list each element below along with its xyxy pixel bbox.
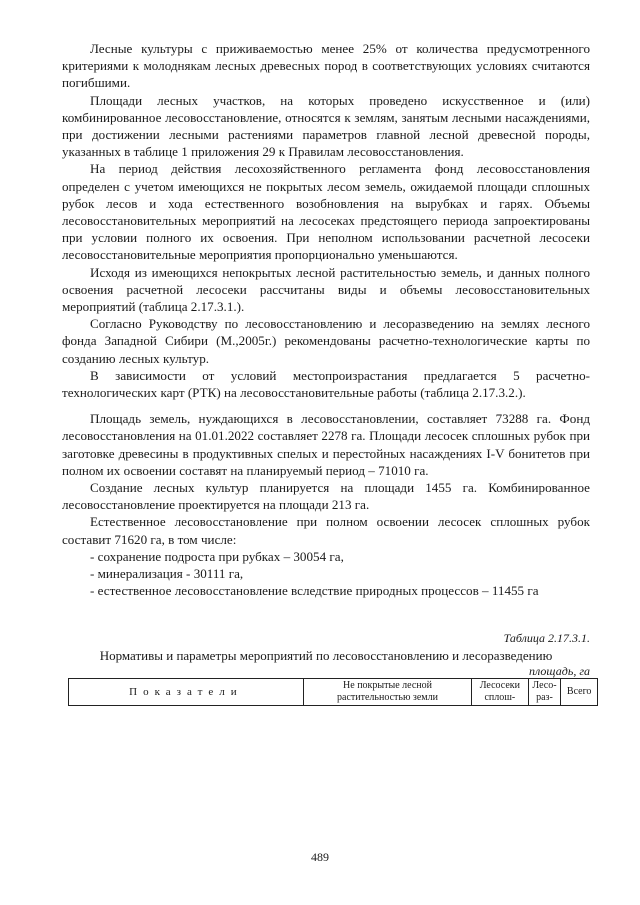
paragraph-8: Создание лесных культур планируется на площади 1455 га. Комбинированное лесовосстановление проектируется на площади 213 га. [62, 480, 590, 513]
table-header-row [69, 678, 598, 705]
paragraph-5: Согласно Руководству по лесовосстановлению и лесоразведению на землях лесного фонда Западной Сибири (М.,2005г.) рекомендованы расчетно-технологические карты по созданию лесных культур. [62, 316, 590, 366]
paragraph-4: Исходя из имеющихся непокрытых лесной растительностью земель, и данных полного освоения расчетной лесосеки рассчитаны виды и объемы лесовосстановительных мероприятий (таблица 2.17.3.1.). [62, 264, 590, 315]
table-header-afforestation: Лесо-раз- [528, 678, 561, 705]
paragraph-6: В зависимости от условий местопроизрастания предлагается 5 расчетно-технологических карт (РТК) на лесовосстановительные работы (таблица 2.17.3.2.). [62, 367, 590, 401]
paragraph-9: Естественное лесовосстановление при полном освоении лесосек сплошных рубок составит 71620 га, в том числе: [62, 514, 590, 547]
paragraph-3: На период действия лесохозяйственного регламента фонд лесовосстановления определен с учетом имеющихся не покрытых лесом земель, ожидаемой площади сплошных рубок лесов и хода естественного возобновления на вырубках и гарях. Объемы лесовосстановительных мероприятий на лесосеках предстоящего периода запроектированы при условии полного их освоения. При неполном использовании расчетной лесосеки лесовосстановительные мероприятия пропорционально уменьшаются. [62, 161, 590, 263]
document-page [62, 40, 590, 706]
table-title: Нормативы и параметры мероприятий по лесовосстановлению и лесоразведению [99, 647, 553, 663]
table-header-indicators: Показатели [69, 678, 304, 705]
list-item: - сохранение подроста при рубках – 30054 га, [90, 548, 344, 564]
table-header-uncovered-lands: Не покрытые лесной растительностью земли [303, 678, 471, 705]
table-caption: Таблица 2.17.3.1. [503, 630, 590, 645]
paragraph-gap [62, 401, 590, 410]
paragraph-1: Лесные культуры с приживаемостью менее 25% от количества предусмотренного критериями к молоднякам лесных древесных пород в соответствующих условиях считаются погибшими. [62, 41, 590, 91]
table-header-clearcut-areas: Лесосеки сплош- [472, 678, 528, 705]
norms-table [68, 678, 598, 706]
paragraph-2: Площади лесных участков, на которых проведено искусственное и (или) комбинированное лесовосстановление, относятся к землям, занятым лесными насаждениями, при достижении лесными растениями параметров главной лесной древесной породы, указанных в таблице 1 приложения 29 к Правилам лесовосстановления. [62, 92, 590, 160]
list-item: - естественное лесовосстановление вследствие природных процессов – 11455 га [90, 583, 539, 599]
table-header-total: Всего [561, 678, 598, 705]
list-item: - минерализация - 30111 га, [90, 566, 244, 582]
page-number: 489 [311, 850, 329, 864]
paragraph-7: Площадь земель, нуждающихся в лесовосстановлении, составляет 73288 га. Фонд лесовосстановления на 01.01.2022 составляет 2278 га. Площади лесосек сплошных рубок при заготовке древесины в продуктивных спелых и перестойных насаждениях I-V бонитетов при полном их освоении составят на планируемый период – 71010 га. [62, 411, 590, 478]
table-unit: площадь, га [529, 663, 590, 678]
